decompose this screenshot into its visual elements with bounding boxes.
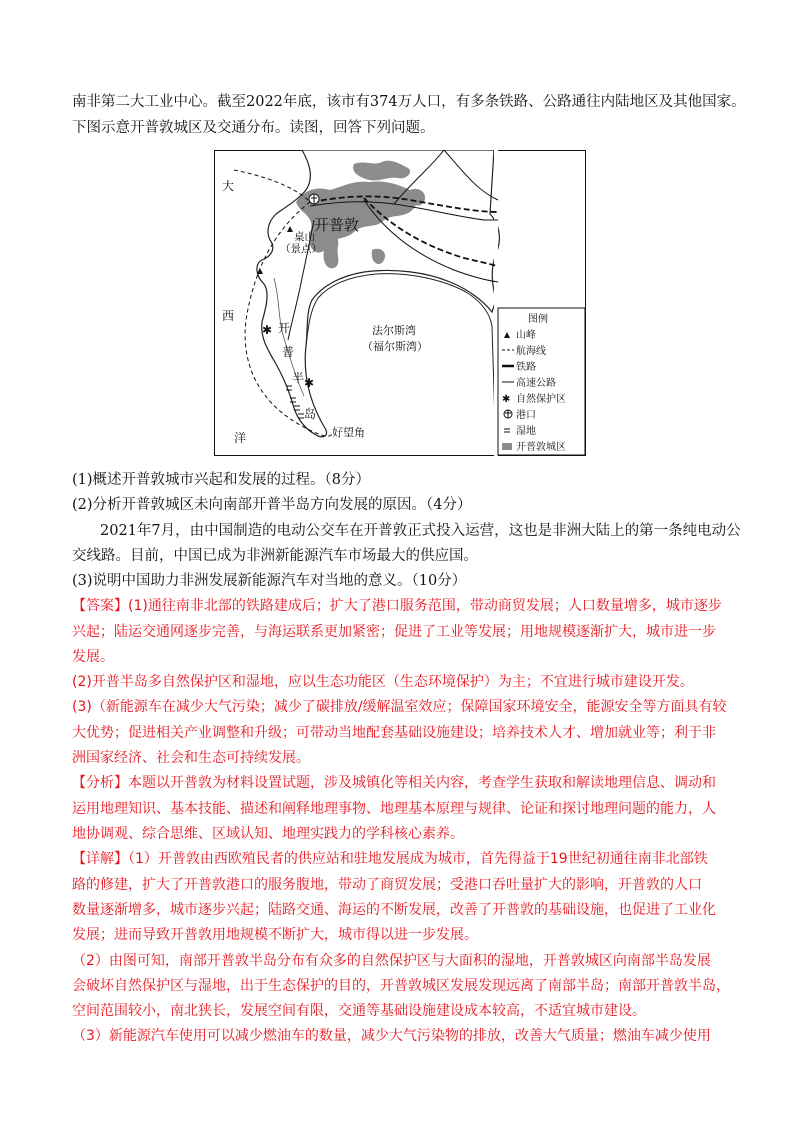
nature-reserve-1: ✱ [262, 323, 273, 337]
map-label-peninsula-3: 半 [292, 371, 305, 385]
map-label-cape: 好望角 [332, 426, 365, 439]
nature-reserve-2: ✱ [304, 376, 315, 390]
legend-reserve-icon: ✱ [502, 394, 511, 405]
question-3: (3)说明中国助力非洲发展新能源汽车对当地的意义。（10分） [72, 573, 467, 589]
map-label-table-mountain-note: （景点） [280, 243, 322, 255]
answer-line-3: 发展。 [72, 649, 114, 665]
passage-line-1: 2021年7月，由中国制造的电动公交车在开普敦正式投入运营，这也是非洲大陆上的第一条纯电动公 [100, 523, 741, 539]
detail-line-2: 路的修建，扩大了开普敦港口的服务腹地，带动了商贸发展；受港口吞吐量扩大的影响，开普敦的人口 [72, 877, 702, 893]
map-label-peninsula-4: 岛 [304, 407, 317, 421]
map-label-ocean-1: 大 [222, 179, 235, 193]
detail-line-8: （3）新能源汽车使用可以减少燃油车的数量，减少大气污染物的排放，改善大气质量；燃油车减少使用 [72, 1028, 711, 1044]
legend-item-peak: 山峰 [516, 330, 536, 341]
detail-line-3: 数量逐渐增多，城市逐步兴起；陆路交通、海运的不断发展，改善了开普敦的基础设施，也促进了工业化 [72, 902, 716, 918]
map-label-bay-alt: （福尔斯湾） [362, 340, 428, 353]
passage-line-2: 交线路。目前，中国已成为非洲新能源汽车市场最大的供应国。 [72, 548, 478, 564]
answer-line-7: 洲国家经济、社会和生态可持续发展。 [72, 750, 310, 766]
detail-line-6: 会破坏自然保护区与湿地，出于生态保护的目的，开普敦城区发展发现远离了南部半岛；南部开普敦半岛， [72, 978, 730, 994]
detail-line-4: 发展；进而导致开普敦用地规模不断扩大，城市得以进一步发展。 [72, 927, 478, 943]
analysis-line-1: 【分析】本题以开普敦为材料设置试题，涉及城镇化等相关内容，考查学生获取和解读地理信息、调动和 [72, 775, 716, 791]
analysis-line-2: 运用地理知识、基本技能、描述和阐释地理事物、地理基本原理与规律、论证和探讨地理问题的能力，人 [72, 801, 716, 817]
map-label-peninsula-1: 开 [278, 321, 291, 335]
legend-item-shipping: 航海线 [516, 346, 546, 357]
question-1: (1)概述开普敦城市兴起和发展的过程。（8分） [72, 472, 371, 488]
map-label-city: 开普敦 [314, 216, 360, 234]
intro-line-2: 下图示意开普敦城区及交通分布。读图，回答下列问题。 [72, 120, 435, 136]
answer-line-6: 大优势；促进相关产业调整和升级；可带动当地配套基础设施建设；培养技术人才、增加就业等；利于非 [72, 725, 716, 741]
map-svg [214, 150, 586, 456]
analysis-line-3: 地协调观、综合思维、区域认知、地理实践力的学科核心素养。 [72, 826, 464, 842]
detail-line-5: （2）由图可知，南部开普敦半岛分布有众多的自然保护区与大面积的湿地，开普敦城区向南部半岛发展 [72, 953, 711, 969]
answer-line-5: (3)（新能源车在减少大气污染；减少了碳排放/缓解温室效应；保障国家环境安全，能源安全等方面具有较 [72, 699, 727, 715]
legend-item-railway: 铁路 [516, 362, 536, 373]
detail-line-1: 【详解】（1）开普敦由西欧殖民者的供应站和驻地发展成为城市，首先得益于19世纪初通往南非北部铁 [72, 851, 708, 867]
answer-line-1: 【答案】(1)通往南非北部的铁路建成后；扩大了港口服务范围，带动商贸发展；人口数量增多，城市逐步 [72, 598, 722, 614]
question-2: (2)分析开普敦城区未向南部开普半岛方向发展的原因。（4分） [72, 497, 472, 513]
detail-line-7: 空间范围较小，南北狭长，发展空间有限，交通等基础设施建设成本较高，不适宜城市建设。 [72, 1003, 646, 1019]
legend-item-highway: 高速公路 [516, 378, 556, 389]
legend-item-wetland: 湿地 [516, 426, 536, 437]
intro-line-1: 南非第二大工业中心。截至2022年底，该市有374万人口，有多条铁路、公路通往内陆地区及其他国家。 [72, 94, 746, 110]
legend-city-icon [502, 443, 512, 450]
answer-line-2: 兴起；陆运交通网逐步完善，与海运联系更加紧密；促进了工业等发展；用地规模逐渐扩大，城市进一步 [72, 624, 716, 640]
legend-title: 图例 [528, 314, 548, 325]
map-label-ocean-2: 西 [222, 309, 235, 323]
map-label-table-mountain: 桌山 [294, 231, 315, 243]
map-legend [498, 308, 585, 455]
legend-item-reserve: 自然保护区 [516, 394, 566, 405]
map-label-peninsula-2: 普 [282, 345, 295, 359]
cape-town-map [214, 150, 586, 456]
legend-port-icon [504, 410, 512, 418]
legend-item-port: 港口 [516, 410, 536, 421]
map-label-bay: 法尔斯湾 [372, 324, 416, 337]
answer-line-4: (2)开普半岛多自然保护区和湿地，应以生态功能区（生态环境保护）为主；不宜进行城市建设开发。 [72, 674, 694, 690]
map-label-ocean-3: 洋 [234, 431, 247, 445]
legend-item-city: 开普敦城区 [516, 442, 566, 453]
port-symbol [309, 194, 319, 204]
